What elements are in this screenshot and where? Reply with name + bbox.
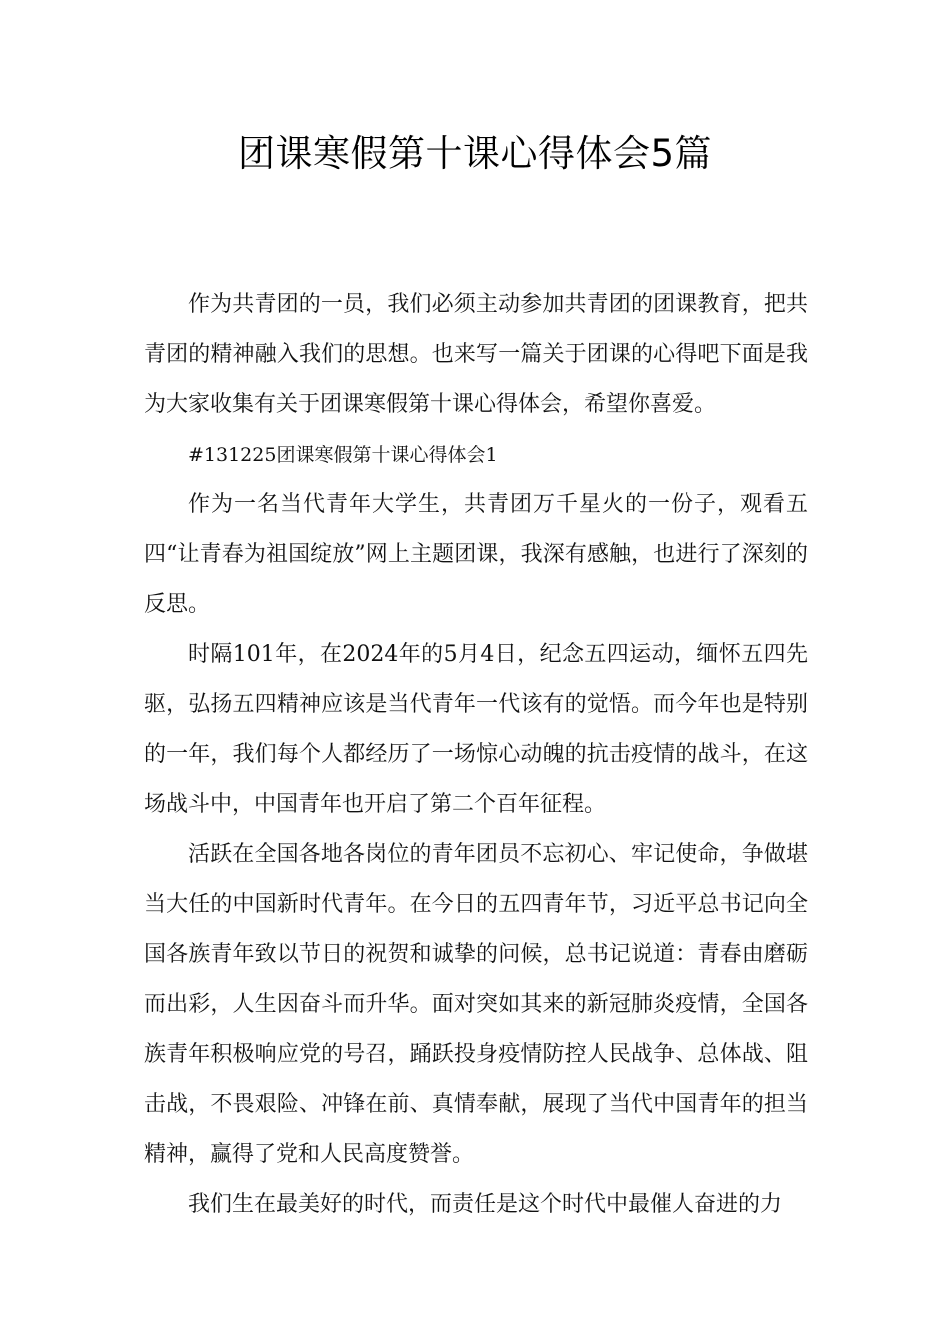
body-paragraph: 作为一名当代青年大学生，共青团万千星火的一份子，观看五四“让青春为祖国绽放”网上主题团课，我深有感触，也进行了深刻的反思。 bbox=[144, 492, 808, 617]
document-title: 团课寒假第十课心得体会5篇 bbox=[237, 132, 713, 175]
body-paragraph: 我们生在最美好的时代，而责任是这个时代中最催人奋进的力 bbox=[188, 1192, 783, 1217]
body-paragraph: 时隔101年，在2024年的5月4日，纪念五四运动，缅怀五四先驱，弘扬五四精神应该是当代青年一代该有的觉悟。而今年也是特别的一年，我们每个人都经历了一场惊心动魄的抗击疫情的战斗，在这场战斗中，中国青年也开启了第二个百年征程。 bbox=[144, 642, 808, 817]
document-body bbox=[144, 280, 808, 1230]
body-paragraph: 活跃在全国各地各岗位的青年团员不忘初心、牢记使命，争做堪当大任的中国新时代青年。在今日的五四青年节，习近平总书记向全国各族青年致以节日的祝贺和诚挚的问候，总书记说道：青春由磨砺而出彩，人生因奋斗而升华。面对突如其来的新冠肺炎疫情，全国各族青年积极响应党的号召，踊跃投身疫情防控人民战争、总体战、阻击战，不畏艰险、冲锋在前、真情奉献，展现了当代中国青年的担当精神，赢得了党和人民高度赞誉。 bbox=[144, 842, 808, 1167]
intro-paragraph: 作为共青团的一员，我们必须主动参加共青团的团课教育，把共青团的精神融入我们的思想。也来写一篇关于团课的心得吧下面是我为大家收集有关于团课寒假第十课心得体会，希望你喜爱。 bbox=[144, 292, 808, 417]
section-heading: #131225团课寒假第十课心得体会1 bbox=[188, 444, 498, 466]
